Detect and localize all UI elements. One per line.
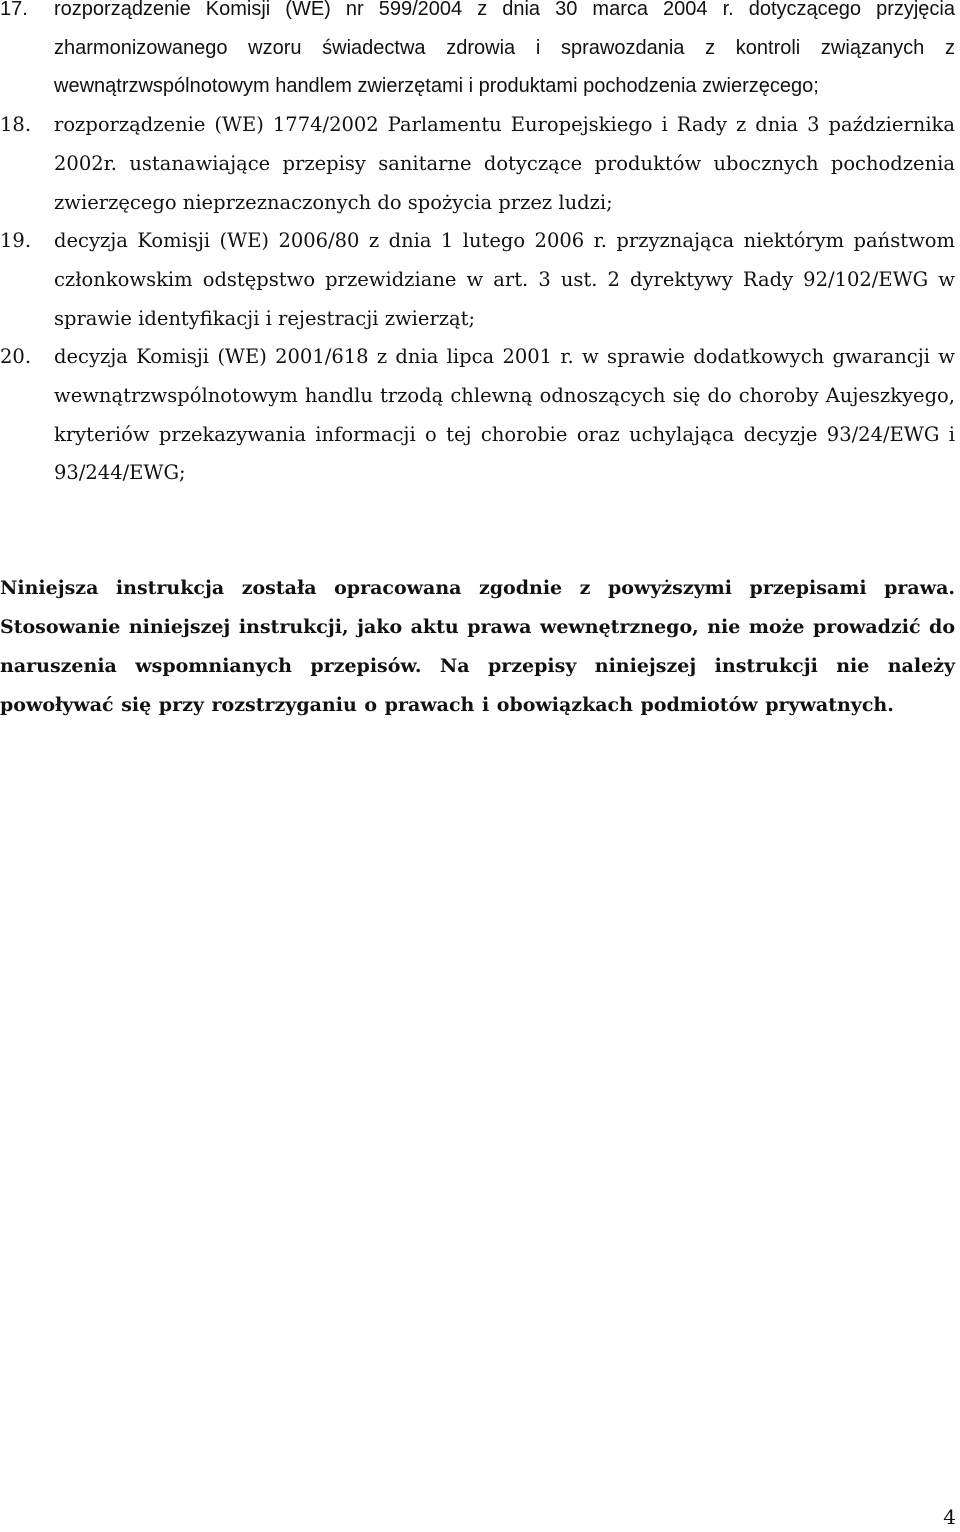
item-text: decyzja Komisji (WE) 2001/618 z dnia lipca 2001 r. w sprawie dodatkowych gwarancji w wewnątrzwspólnotowym handlu trzodą chlewną odnoszących się do choroby Aujeszkyego, kryteriów przekazywania informacji o tej chorobie oraz uchylająca decyzje 93/24/EWG i 93/244/EWG; [54, 345, 955, 485]
item-number: 19. [0, 229, 32, 253]
item-number: 17. [0, 0, 28, 20]
list-item [0, 106, 955, 222]
item-text: rozporządzenie Komisji (WE) nr 599/2004 z dnia 30 marca 2004 r. dotyczącego przyjęcia zharmonizowanego wzoru świadectwa zdrowia i sprawozdania z kontroli związanych z wewnątrzwspólnotowym handlem zwierzętami i produktami pochodzenia zwierzęcego; [54, 0, 955, 98]
list-item [0, 0, 955, 106]
closing-paragraph: Niniejsza instrukcja została opracowana zgodnie z powyższymi przepisami prawa. Stosowanie niniejszej instrukcji, jako aktu prawa wewnętrznego, nie może prowadzić do naruszenia wspomnianych przepisów. Na przepisy niniejszej instrukcji nie należy powoływać się przy rozstrzyganiu o prawach i obowiązkach podmiotów prywatnych. [0, 577, 955, 716]
item-text: rozporządzenie (WE) 1774/2002 Parlamentu Europejskiego i Rady z dnia 3 października 2002r. ustanawiające przepisy sanitarne dotyczące produktów ubocznych pochodzenia zwierzęcego nieprzeznaczonych do spożycia przez ludzi; [54, 113, 955, 214]
item-number: 18. [0, 113, 32, 137]
item-number: 20. [0, 345, 32, 369]
list-item [0, 222, 955, 338]
page-number: 4 [943, 1505, 956, 1529]
item-text: decyzja Komisji (WE) 2006/80 z dnia 1 lutego 2006 r. przyznająca niektórym państwom członkowskim odstępstwo przewidziane w art. 3 ust. 2 dyrektywy Rady 92/102/EWG w sprawie identyfikacji i rejestracji zwierząt; [54, 229, 955, 330]
list-item [0, 338, 955, 493]
regulations-list [0, 0, 955, 493]
